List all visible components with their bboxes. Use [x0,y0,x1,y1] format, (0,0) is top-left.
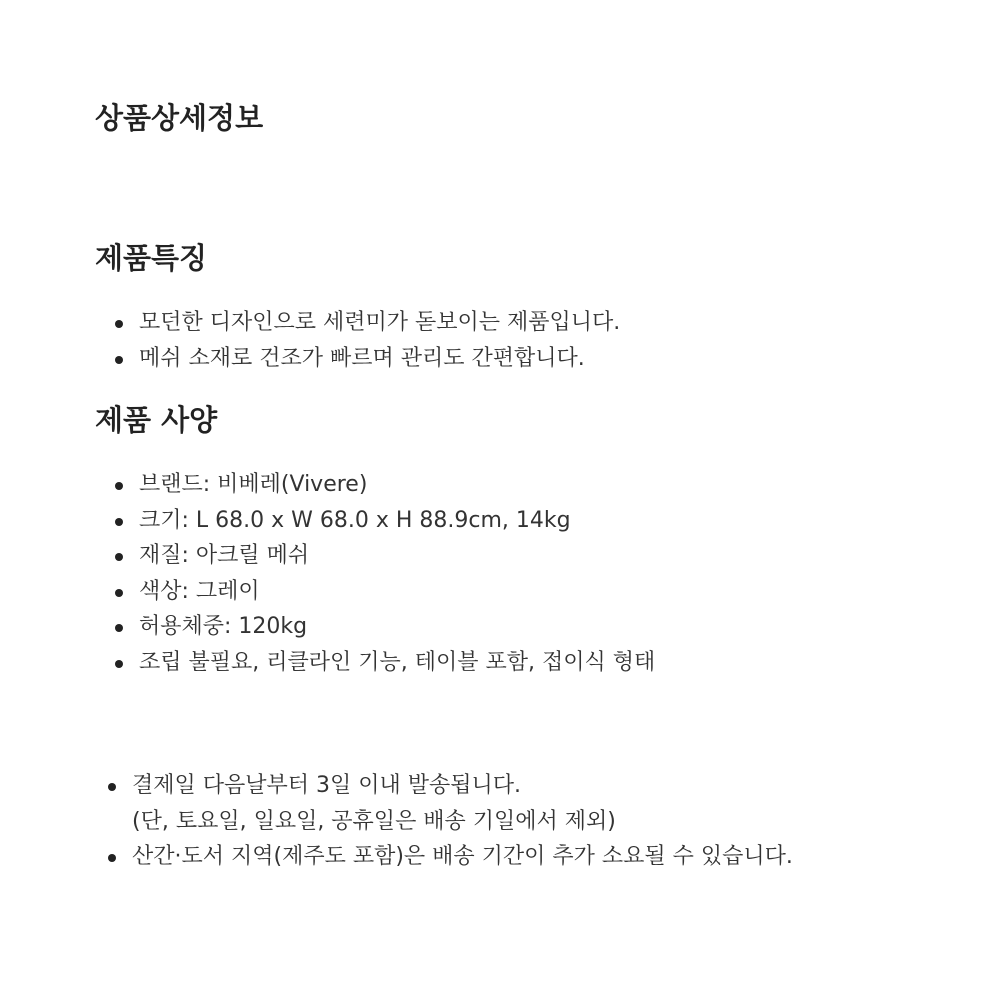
features-list [115,305,620,376]
shipping-notice-text: 산간·도서 지역(제주도 포함)은 배송 기간이 추가 소요될 수 있습니다. [132,844,793,869]
page-title: 상품상세정보 [95,101,264,135]
specs-heading: 제품 사양 [95,403,218,437]
list-item: 크기: L 68.0 x W 68.0 x H 88.9cm, 14kg [115,503,655,539]
shipping-notice-subtext: (단, 토요일, 일요일, 공휴일은 배송 기일에서 제외) [132,808,616,834]
list-item: 색상: 그레이 [115,574,655,610]
specs-list [115,467,655,680]
list-item: 재질: 아크릴 메쉬 [115,538,655,574]
features-heading: 제품특징 [95,241,208,275]
shipping-notice-text: 결제일 다음날부터 3일 이내 발송됩니다. [132,773,521,798]
list-item: 메쉬 소재로 건조가 빠르며 관리도 간편합니다. [115,341,620,377]
list-item: 허용체중: 120kg [115,609,655,645]
shipping-notice-list [108,768,793,875]
list-item: 조립 불필요, 리클라인 기능, 테이블 포함, 접이식 형태 [115,645,655,681]
list-item: 모던한 디자인으로 세련미가 돋보이는 제품입니다. [115,305,620,341]
shipping-notice-item [108,839,793,875]
list-item: 브랜드: 비베레(Vivere) [115,467,655,503]
shipping-notice-item [108,768,793,839]
